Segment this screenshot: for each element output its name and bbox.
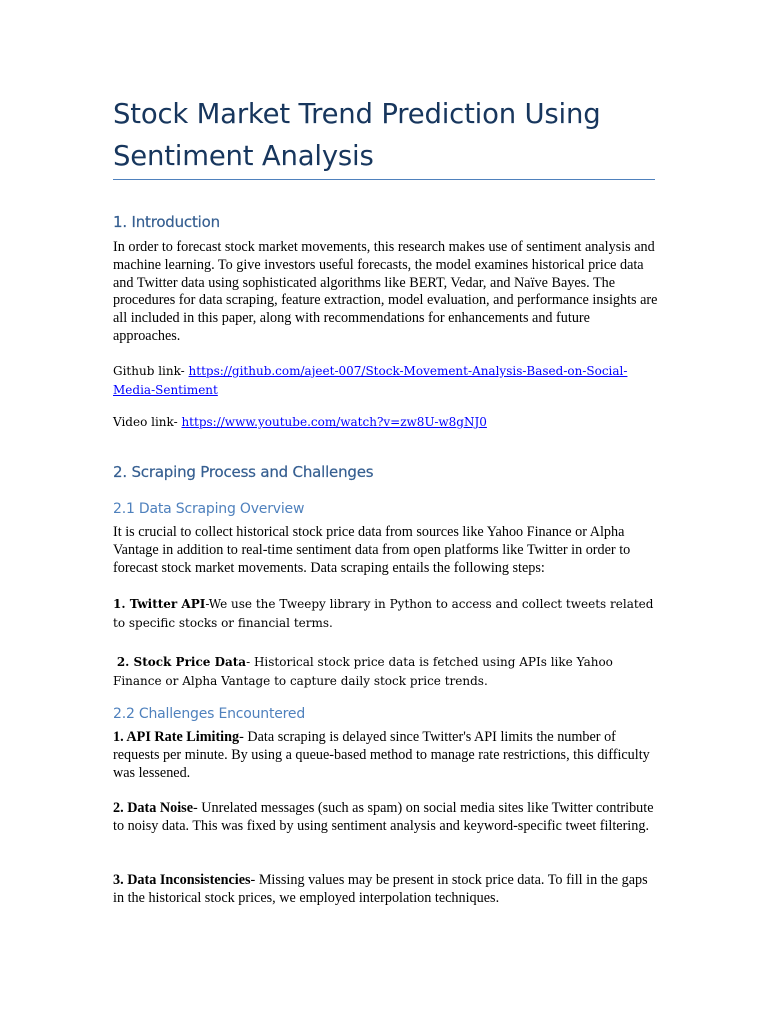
github-link-line [113, 362, 658, 400]
challenge-text: - Data scraping is delayed since Twitter's API limits the number of requests per minute. By using a queue-based method to manage rate restrictions, this difficulty was lessened. [113, 729, 650, 781]
challenge-data-inconsistencies [113, 872, 658, 908]
scraping-overview-paragraph: It is crucial to collect historical stock price data from sources like Yahoo Finance or Alpha Vantage in addition to real-time sentiment data from open platforms like Twitter in order to forecast stock market movements. Data scraping entails the following steps: [113, 524, 631, 576]
video-link-line [113, 413, 658, 432]
challenge-api-rate-limiting [113, 729, 658, 782]
video-link[interactable]: https://www.youtube.com/watch?v=zw8U-w8gNJ0 [181, 415, 487, 429]
introduction-paragraph: In order to forecast stock market movements, this research makes use of sentiment analysis and machine learning. To give investors useful forecasts, the model examines historical price data and Twitter data using sophisticated algorithms like BERT, Vedar, and Naïve Bayes. The procedures for data scraping, feature extraction, model evaluation, and performance insights are all included in this paper, along with recommendations for enhancements and future approaches. [113, 239, 658, 344]
heading-introduction: 1. Introduction [113, 213, 220, 231]
title-underline [113, 179, 655, 180]
challenge-label: 2. Data Noise [113, 800, 193, 816]
challenge-text: - Missing values may be present in stock price data. To fill in the gaps in the historical stock prices, we employed interpolation techniques. [113, 872, 648, 906]
step-twitter-api [113, 595, 658, 633]
challenge-data-noise [113, 800, 658, 836]
challenge-label: 1. API Rate Limiting [113, 729, 240, 745]
step-text: -We use the Tweepy library in Python to access and collect tweets related to specific stocks or financial terms. [113, 597, 654, 630]
github-link-label: Github link- [113, 364, 189, 378]
document-title: Stock Market Trend Prediction Using Sentiment Analysis [113, 98, 601, 172]
challenge-text: - Unrelated messages (such as spam) on social media sites like Twitter contribute to noisy data. This was fixed by using sentiment analysis and keyword-specific tweet filtering. [113, 800, 654, 834]
step-text: - Historical stock price data is fetched using APIs like Yahoo Finance or Alpha Vantage to capture daily stock price trends. [113, 655, 613, 688]
step-stock-price-data [113, 653, 658, 691]
step-label: 1. Twitter API [113, 597, 206, 611]
challenge-label: 3. Data Inconsistencies [113, 872, 251, 888]
step-label: 2. Stock Price Data [116, 655, 247, 669]
heading-challenges: 2.2 Challenges Encountered [113, 706, 306, 722]
github-link[interactable]: https://github.com/ajeet-007/Stock-Movement-Analysis-Based-on-Social-Media-Sentiment [113, 364, 628, 397]
heading-scraping-overview: 2.1 Data Scraping Overview [113, 501, 305, 517]
heading-scraping: 2. Scraping Process and Challenges [113, 463, 374, 481]
video-link-label: Video link- [113, 415, 182, 429]
